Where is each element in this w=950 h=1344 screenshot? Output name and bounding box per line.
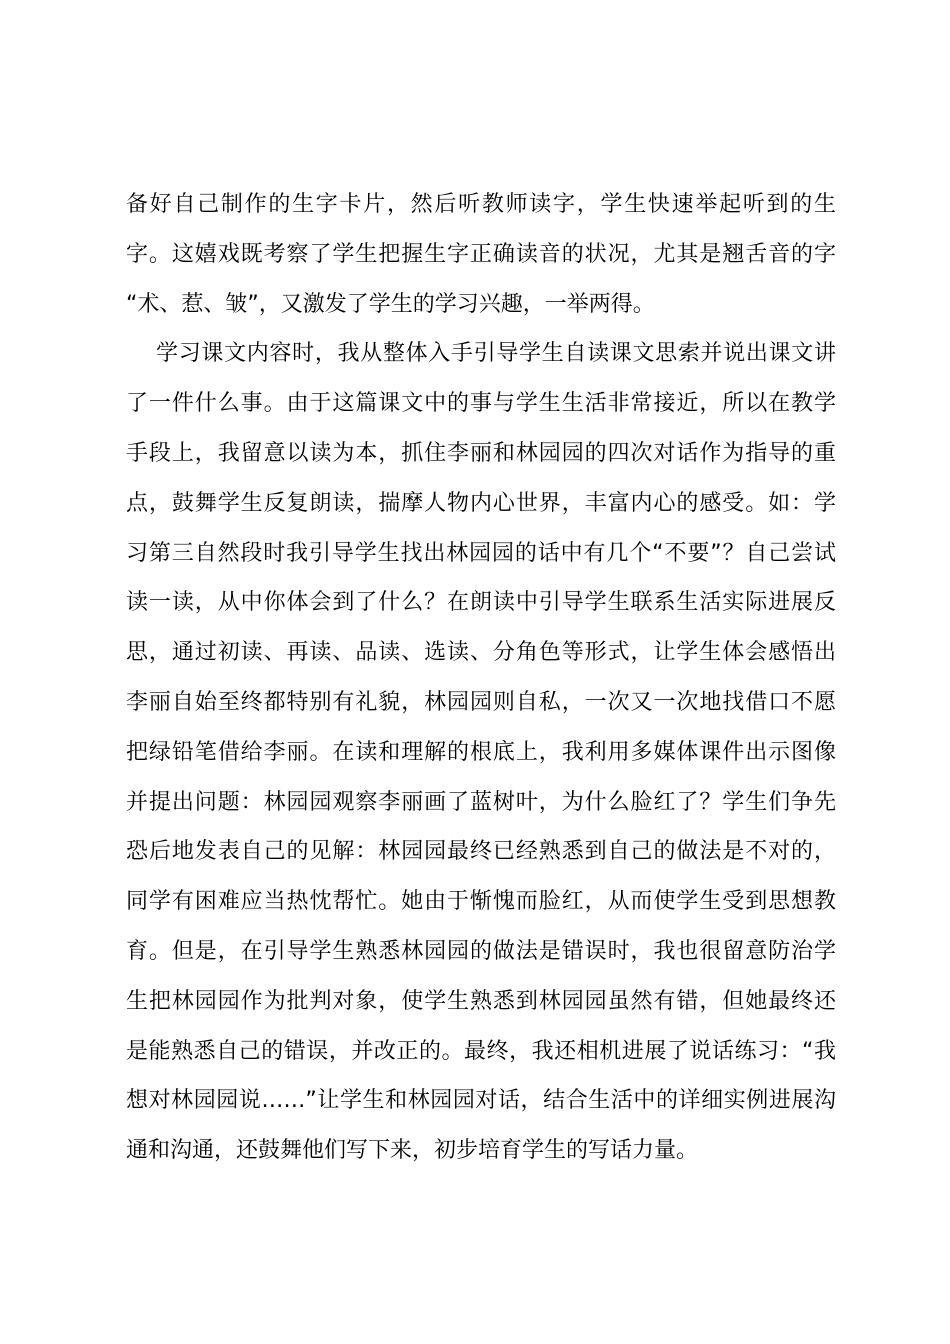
text-line: 把绿铅笔借给李丽。在读和理解的根底上，我利用多媒体课件出示图像 xyxy=(126,739,836,765)
text-line: “术、惹、皱”，又激发了学生的学习兴趣，一举两得。 xyxy=(126,291,655,317)
text-line: 点，鼓舞学生反复朗读，揣摩人物内心世界，丰富内心的感受。如：学 xyxy=(126,490,836,516)
text-line: 是能熟悉自己的错误，并改正的。最终，我还相机进展了说话练习：“我 xyxy=(126,1038,836,1064)
text-line: 备好自己制作的生字卡片，然后听教师读字，学生快速举起听到的生 xyxy=(126,192,836,217)
text-line: 习第三自然段时我引导学生找出林园园的话中有几个“不要”？自己尝试 xyxy=(126,540,836,566)
text-line: 李丽自始至终都特别有礼貌，林园园则自私，一次又一次地找借口不愿 xyxy=(126,689,836,715)
text-line: 生把林园园作为批判对象，使学生熟悉到林园园虽然有错，但她最终还 xyxy=(126,988,836,1014)
document-body xyxy=(126,180,836,1176)
text-line: 同学有困难应当热忱帮忙。她由于惭愧而脸红，从而使学生受到思想教 xyxy=(126,889,836,915)
paragraph-first-line: 学习课文内容时，我从整体入手引导学生自读课文思索并说出课文讲 xyxy=(156,341,836,367)
text-line: 恐后地发表自己的见解：林园园最终已经熟悉到自己的做法是不对的， xyxy=(126,839,836,865)
text-line: 思，通过初读、再读、品读、选读、分角色等形式，让学生体会感悟出 xyxy=(126,640,836,666)
text-line: 育。但是，在引导学生熟悉林园园的做法是错误时，我也很留意防治学 xyxy=(126,938,836,964)
text-line: 字。这嬉戏既考察了学生把握生字正确读音的状况，尤其是翘舌音的字 xyxy=(126,241,836,267)
text-line: 手段上，我留意以读为本，抓住李丽和林园园的四次对话作为指导的重 xyxy=(126,440,836,466)
text-line: 通和沟通，还鼓舞他们写下来，初步培育学生的写话力量。 xyxy=(126,1138,699,1164)
text-line: 并提出问题：林园园观察李丽画了蓝树叶，为什么脸红了？学生们争先 xyxy=(126,789,836,815)
text-line: 读一读，从中你体会到了什么？在朗读中引导学生联系生活实际进展反 xyxy=(126,590,836,616)
text-line: 想对林园园说……”让学生和林园园对话，结合生活中的详细实例进展沟 xyxy=(126,1088,836,1114)
text-line: 了一件什么事。由于这篇课文中的事与学生生活非常接近，所以在教学 xyxy=(126,391,836,417)
